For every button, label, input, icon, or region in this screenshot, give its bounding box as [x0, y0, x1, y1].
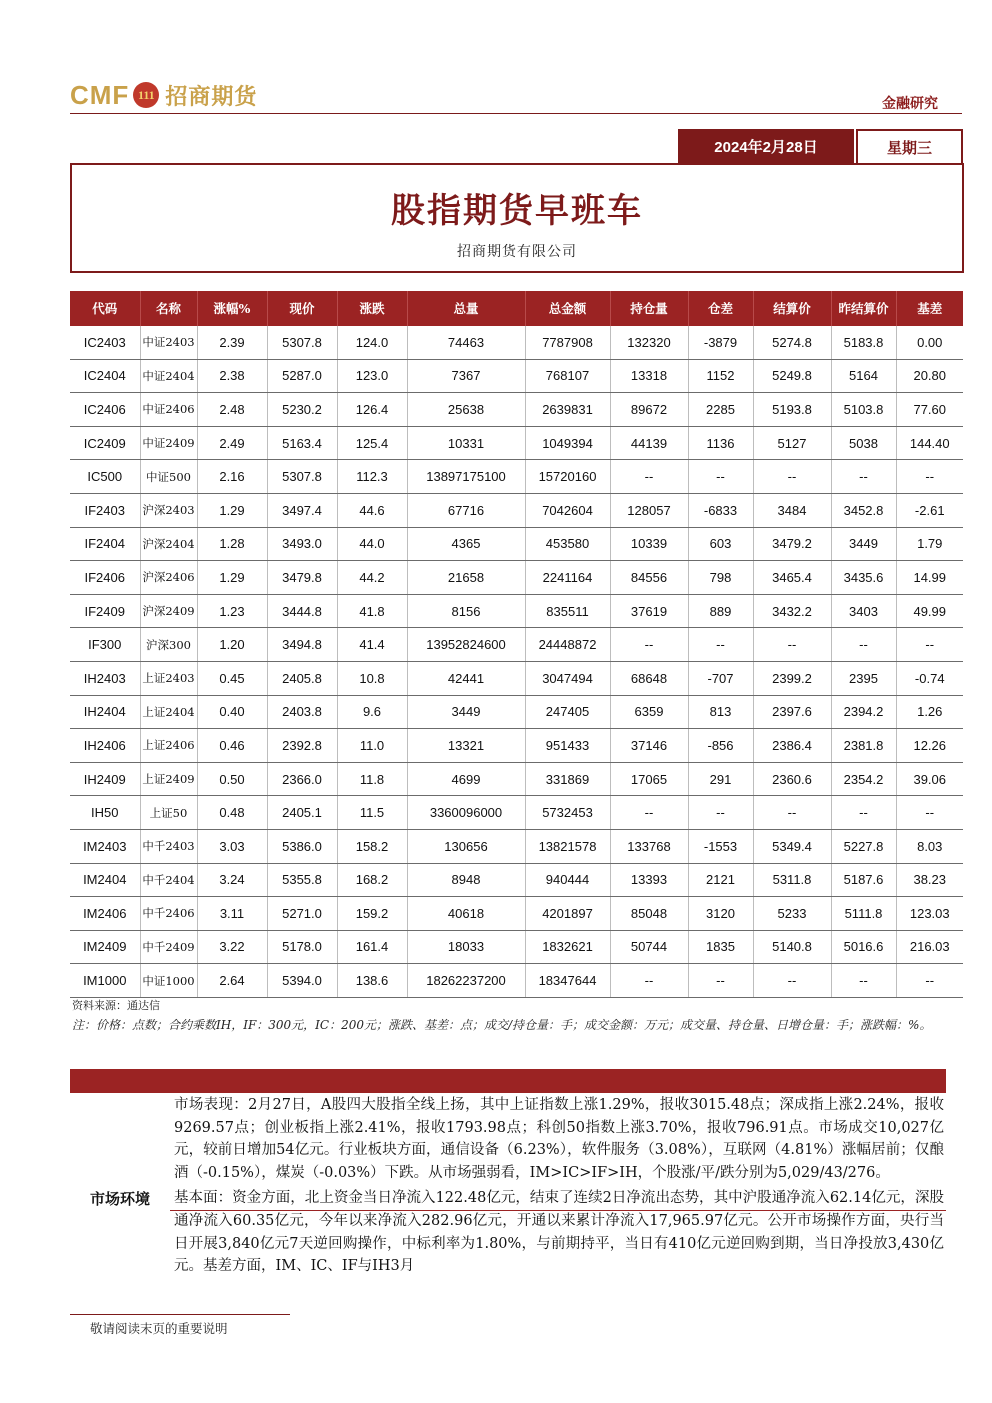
table-cell: 0.45	[197, 661, 267, 695]
table-header-row	[70, 291, 963, 326]
table-cell: IM1000	[70, 964, 140, 998]
table-cell: 3.22	[197, 930, 267, 964]
fundamentals-paragraph: 基本面：资金方面，北上资金当日净流入122.48亿元，结束了连续2日净流出态势，其中沪股通净流入62.14亿元，深股通净流入60.35亿元，今年以来净流入282.96亿元，开通以来累计净流入17,965.97亿元。公开市场操作方面，央行当日开展3,840亿元7天逆回购操作，中标利率为1.80%，与前期持平，当日有410亿元逆回购到期，当日净投放3,430亿元。基差方面，IM、IC、IF与IH3月	[174, 1190, 944, 1275]
table-cell: 2397.6	[753, 695, 831, 729]
table-cell: 1.28	[197, 527, 267, 561]
table-cell: 18347644	[525, 964, 610, 998]
table-row	[70, 661, 963, 695]
data-source: 资料来源：通达信	[72, 999, 160, 1012]
table-cell: 7367	[407, 359, 525, 393]
table-cell: 5307.8	[267, 460, 337, 494]
table-cell: 13821578	[525, 829, 610, 863]
table-cell: 2381.8	[831, 729, 896, 763]
table-cell: 9.6	[337, 695, 407, 729]
table-cell: 41.4	[337, 628, 407, 662]
table-cell: --	[688, 628, 753, 662]
table-cell: 3360096000	[407, 796, 525, 830]
table-cell: 中证1000	[140, 964, 197, 998]
table-cell: 5732453	[525, 796, 610, 830]
table-cell: 5227.8	[831, 829, 896, 863]
table-cell: 3479.2	[753, 527, 831, 561]
table-cell: --	[610, 964, 688, 998]
table-cell: --	[753, 796, 831, 830]
table-cell: 5193.8	[753, 393, 831, 427]
table-cell: 168.2	[337, 863, 407, 897]
table-cell: 5249.8	[753, 359, 831, 393]
table-cell: 15720160	[525, 460, 610, 494]
table-cell: IC500	[70, 460, 140, 494]
table-row	[70, 729, 963, 763]
table-row	[70, 426, 963, 460]
table-cell: 5187.6	[831, 863, 896, 897]
table-cell: 14.99	[896, 561, 963, 595]
table-cell: 8948	[407, 863, 525, 897]
logo-cmf-text: CMF	[70, 79, 130, 110]
table-cell: 835511	[525, 594, 610, 628]
footer-divider	[70, 1314, 290, 1315]
table-row	[70, 829, 963, 863]
table-cell: 11.5	[337, 796, 407, 830]
column-header: 涨幅%	[197, 291, 267, 326]
table-cell: 41.8	[337, 594, 407, 628]
table-cell: 331869	[525, 762, 610, 796]
table-cell: 5163.4	[267, 426, 337, 460]
table-cell: 89672	[610, 393, 688, 427]
company-logo	[70, 78, 257, 112]
table-cell: --	[831, 628, 896, 662]
table-cell: 2386.4	[753, 729, 831, 763]
table-cell: 13321	[407, 729, 525, 763]
table-cell: 291	[688, 762, 753, 796]
table-cell: 中证2406	[140, 393, 197, 427]
table-cell: 5349.4	[753, 829, 831, 863]
table-cell: 3494.8	[267, 628, 337, 662]
table-cell: 上证2406	[140, 729, 197, 763]
table-cell: 5183.8	[831, 326, 896, 359]
column-header: 总金额	[525, 291, 610, 326]
table-cell: IH2403	[70, 661, 140, 695]
table-cell: 5038	[831, 426, 896, 460]
table-cell: 3435.6	[831, 561, 896, 595]
table-cell: 77.60	[896, 393, 963, 427]
table-cell: 25638	[407, 393, 525, 427]
table-cell: 39.06	[896, 762, 963, 796]
table-row	[70, 762, 963, 796]
table-cell: 44.0	[337, 527, 407, 561]
table-cell: 4699	[407, 762, 525, 796]
footer-disclaimer: 敬请阅读末页的重要说明	[90, 1321, 228, 1336]
table-cell: 13393	[610, 863, 688, 897]
table-cell: --	[688, 796, 753, 830]
table-cell: 上证2403	[140, 661, 197, 695]
logo-badge-icon: 111	[133, 82, 159, 108]
table-cell: 44139	[610, 426, 688, 460]
table-cell: 1.23	[197, 594, 267, 628]
table-cell: 5287.0	[267, 359, 337, 393]
table-row	[70, 460, 963, 494]
table-cell: 84556	[610, 561, 688, 595]
table-cell: IF2409	[70, 594, 140, 628]
table-cell: 768107	[525, 359, 610, 393]
table-cell: 2395	[831, 661, 896, 695]
table-cell: 5111.8	[831, 897, 896, 931]
table-cell: 3465.4	[753, 561, 831, 595]
table-cell: 3452.8	[831, 493, 896, 527]
table-row	[70, 393, 963, 427]
table-cell: 3449	[831, 527, 896, 561]
table-cell: 40618	[407, 897, 525, 931]
table-cell: 沪深2403	[140, 493, 197, 527]
table-cell: 沪深2409	[140, 594, 197, 628]
table-cell: IH2406	[70, 729, 140, 763]
table-cell: IH2409	[70, 762, 140, 796]
table-cell: 上证2409	[140, 762, 197, 796]
table-cell: 133768	[610, 829, 688, 863]
table-cell: 132320	[610, 326, 688, 359]
table-body	[70, 326, 963, 997]
table-cell: 中千2404	[140, 863, 197, 897]
table-cell: 4201897	[525, 897, 610, 931]
title-box	[70, 163, 964, 273]
table-cell: IH50	[70, 796, 140, 830]
table-row	[70, 594, 963, 628]
table-cell: 940444	[525, 863, 610, 897]
table-cell: 889	[688, 594, 753, 628]
table-cell: 3047494	[525, 661, 610, 695]
table-cell: 3479.8	[267, 561, 337, 595]
table-cell: 0.46	[197, 729, 267, 763]
table-cell: 44.6	[337, 493, 407, 527]
table-cell: 3493.0	[267, 527, 337, 561]
table-cell: 中证2404	[140, 359, 197, 393]
table-cell: 7787908	[525, 326, 610, 359]
table-cell: 49.99	[896, 594, 963, 628]
table-cell: IH2404	[70, 695, 140, 729]
table-cell: 42441	[407, 661, 525, 695]
department-label: 金融研究	[882, 96, 938, 112]
table-cell: -6833	[688, 493, 753, 527]
table-cell: 1832621	[525, 930, 610, 964]
table-cell: 144.40	[896, 426, 963, 460]
table-cell: 798	[688, 561, 753, 595]
table-cell: 2.38	[197, 359, 267, 393]
column-header: 现价	[267, 291, 337, 326]
table-cell: 2.39	[197, 326, 267, 359]
column-header: 基差	[896, 291, 963, 326]
table-cell: 5386.0	[267, 829, 337, 863]
table-note: 注：价格：点数；合约乘数IH，IF：300元，IC：200元；涨跌、基差：点；成交/持仓量：手；成交金额：万元；成交量、持仓量、日增仓量：手；涨跌幅：%。	[72, 1018, 932, 1032]
futures-quote-table	[70, 291, 963, 998]
table-cell: 中千2406	[140, 897, 197, 931]
table-cell: 5016.6	[831, 930, 896, 964]
table-cell: 3.24	[197, 863, 267, 897]
table-cell: 453580	[525, 527, 610, 561]
table-cell: 12.26	[896, 729, 963, 763]
column-header: 代码	[70, 291, 140, 326]
table-cell: 3444.8	[267, 594, 337, 628]
table-cell: 5271.0	[267, 897, 337, 931]
table-cell: --	[896, 796, 963, 830]
table-cell: 2405.8	[267, 661, 337, 695]
table-cell: --	[831, 460, 896, 494]
table-cell: --	[896, 460, 963, 494]
table-cell: --	[610, 796, 688, 830]
table-cell: -2.61	[896, 493, 963, 527]
table-cell: 2394.2	[831, 695, 896, 729]
table-cell: IM2404	[70, 863, 140, 897]
table-cell: 951433	[525, 729, 610, 763]
table-cell: 0.50	[197, 762, 267, 796]
table-cell: 1049394	[525, 426, 610, 460]
table-cell: 2.48	[197, 393, 267, 427]
column-header: 持仓量	[610, 291, 688, 326]
column-header: 名称	[140, 291, 197, 326]
table-cell: --	[688, 964, 753, 998]
table-cell: 1152	[688, 359, 753, 393]
column-header: 总量	[407, 291, 525, 326]
table-row	[70, 930, 963, 964]
table-cell: 37619	[610, 594, 688, 628]
table-cell: 123.0	[337, 359, 407, 393]
table-cell: 2354.2	[831, 762, 896, 796]
table-cell: 1.29	[197, 561, 267, 595]
table-cell: 1.26	[896, 695, 963, 729]
table-cell: IC2403	[70, 326, 140, 359]
table-cell: 5164	[831, 359, 896, 393]
table-cell: 3403	[831, 594, 896, 628]
table-cell: IF300	[70, 628, 140, 662]
table-cell: 沪深2404	[140, 527, 197, 561]
table-cell: -707	[688, 661, 753, 695]
logo-chinese-text: 招商期货	[165, 83, 258, 110]
table-cell: 5178.0	[267, 930, 337, 964]
table-cell: 24448872	[525, 628, 610, 662]
table-cell: 44.2	[337, 561, 407, 595]
table-cell: 5140.8	[753, 930, 831, 964]
table-cell: 18033	[407, 930, 525, 964]
table-cell: 0.48	[197, 796, 267, 830]
table-row	[70, 964, 963, 998]
section-label-market: 市场环境	[89, 1189, 150, 1208]
table-cell: 128057	[610, 493, 688, 527]
table-cell: 2.49	[197, 426, 267, 460]
table-cell: IF2406	[70, 561, 140, 595]
table-cell: 37146	[610, 729, 688, 763]
table-cell: 20.80	[896, 359, 963, 393]
table-cell: 74463	[407, 326, 525, 359]
report-weekday: 星期三	[856, 129, 963, 163]
table-cell: --	[896, 964, 963, 998]
table-cell: IC2404	[70, 359, 140, 393]
table-cell: 112.3	[337, 460, 407, 494]
table-cell: 38.23	[896, 863, 963, 897]
table-cell: 3.11	[197, 897, 267, 931]
table-cell: 3497.4	[267, 493, 337, 527]
table-cell: 50744	[610, 930, 688, 964]
table-cell: --	[688, 460, 753, 494]
table-cell: --	[753, 460, 831, 494]
table-row	[70, 326, 963, 359]
table-cell: 158.2	[337, 829, 407, 863]
table-cell: 3449	[407, 695, 525, 729]
table-row	[70, 359, 963, 393]
table-cell: 沪深2406	[140, 561, 197, 595]
table-cell: 138.6	[337, 964, 407, 998]
table-cell: 上证2404	[140, 695, 197, 729]
table-cell: 10.8	[337, 661, 407, 695]
column-header: 仓差	[688, 291, 753, 326]
table-cell: IM2403	[70, 829, 140, 863]
table-cell: 沪深300	[140, 628, 197, 662]
column-header: 昨结算价	[831, 291, 896, 326]
table-cell: 67716	[407, 493, 525, 527]
table-cell: 247405	[525, 695, 610, 729]
table-cell: 3120	[688, 897, 753, 931]
table-cell: 7042604	[525, 493, 610, 527]
table-cell: 2.16	[197, 460, 267, 494]
table-cell: 17065	[610, 762, 688, 796]
table-cell: 216.03	[896, 930, 963, 964]
table-cell: IC2406	[70, 393, 140, 427]
table-cell: 5307.8	[267, 326, 337, 359]
table-cell: 中证500	[140, 460, 197, 494]
table-cell: 1136	[688, 426, 753, 460]
header-divider	[70, 113, 962, 114]
table-cell: IF2403	[70, 493, 140, 527]
table-row	[70, 628, 963, 662]
table-cell: 4365	[407, 527, 525, 561]
table-cell: 10331	[407, 426, 525, 460]
table-cell: 5127	[753, 426, 831, 460]
table-cell: 159.2	[337, 897, 407, 931]
table-cell: -3879	[688, 326, 753, 359]
table-cell: 中证2409	[140, 426, 197, 460]
table-cell: 1.20	[197, 628, 267, 662]
table-cell: 上证50	[140, 796, 197, 830]
table-cell: 8.03	[896, 829, 963, 863]
market-commentary	[174, 1094, 944, 1302]
table-cell: 21658	[407, 561, 525, 595]
table-cell: 1.79	[896, 527, 963, 561]
table-cell: 2.64	[197, 964, 267, 998]
table-cell: --	[753, 628, 831, 662]
table-cell: 123.03	[896, 897, 963, 931]
table-cell: --	[610, 628, 688, 662]
table-cell: IM2406	[70, 897, 140, 931]
table-cell: 2399.2	[753, 661, 831, 695]
table-row	[70, 897, 963, 931]
table-cell: 2285	[688, 393, 753, 427]
table-row	[70, 493, 963, 527]
table-cell: --	[831, 964, 896, 998]
table-cell: 2241164	[525, 561, 610, 595]
table-cell: 13897175100	[407, 460, 525, 494]
table-cell: 124.0	[337, 326, 407, 359]
table-cell: 中千2409	[140, 930, 197, 964]
page-title: 股指期货早班车	[391, 191, 643, 231]
paragraph-divider	[170, 1210, 946, 1211]
section-header-bar	[70, 1069, 946, 1093]
table-cell: --	[831, 796, 896, 830]
table-cell: 8156	[407, 594, 525, 628]
table-cell: --	[896, 628, 963, 662]
table-cell: 603	[688, 527, 753, 561]
table-cell: 13952824600	[407, 628, 525, 662]
table-cell: 5394.0	[267, 964, 337, 998]
table-cell: 10339	[610, 527, 688, 561]
table-row	[70, 695, 963, 729]
table-cell: 3484	[753, 493, 831, 527]
report-date: 2024年2月28日	[678, 129, 854, 163]
table-cell: 3.03	[197, 829, 267, 863]
table-cell: --	[753, 964, 831, 998]
table-cell: 5233	[753, 897, 831, 931]
table-row	[70, 796, 963, 830]
table-cell: 130656	[407, 829, 525, 863]
table-cell: 5103.8	[831, 393, 896, 427]
table-cell: 161.4	[337, 930, 407, 964]
table-cell: 5274.8	[753, 326, 831, 359]
table-cell: IM2409	[70, 930, 140, 964]
table-cell: 中证2403	[140, 326, 197, 359]
table-cell: 126.4	[337, 393, 407, 427]
market-performance-paragraph: 市场表现：2月27日，A股四大股指全线上扬，其中上证指数上涨1.29%，报收3015.48点；深成指上涨2.24%，报收9269.57点；创业板指上涨2.41%，报收1793.98点；科创50指数上涨3.70%，报收796.91点。市场成交10,027亿元，较前日增加54亿元。行业板块方面，通信设备（6.23%），软件服务（3.08%），互联网（4.81%）涨幅居前；仅酿酒（-0.15%），煤炭（-0.03%）下跌。从市场强弱看，IM>IC>IF>IH，个股涨/平/跌分别为5,029/43/276。	[174, 1097, 944, 1181]
table-cell: -0.74	[896, 661, 963, 695]
table-cell: --	[610, 460, 688, 494]
table-row	[70, 561, 963, 595]
company-name: 招商期货有限公司	[457, 244, 577, 260]
table-cell: 5311.8	[753, 863, 831, 897]
table-cell: 813	[688, 695, 753, 729]
table-cell: 85048	[610, 897, 688, 931]
column-header: 涨跌	[337, 291, 407, 326]
table-cell: 5355.8	[267, 863, 337, 897]
table-cell: 2392.8	[267, 729, 337, 763]
table-cell: 68648	[610, 661, 688, 695]
table-cell: 1835	[688, 930, 753, 964]
table-cell: 2639831	[525, 393, 610, 427]
table-cell: 1.29	[197, 493, 267, 527]
table-cell: 2403.8	[267, 695, 337, 729]
table-cell: IC2409	[70, 426, 140, 460]
table-cell: 11.8	[337, 762, 407, 796]
table-cell: 125.4	[337, 426, 407, 460]
table-cell: 6359	[610, 695, 688, 729]
table-cell: 2360.6	[753, 762, 831, 796]
table-cell: 2405.1	[267, 796, 337, 830]
table-cell: 13318	[610, 359, 688, 393]
table-cell: 2366.0	[267, 762, 337, 796]
table-cell: -856	[688, 729, 753, 763]
table-cell: 0.00	[896, 326, 963, 359]
table-row	[70, 527, 963, 561]
table-row	[70, 863, 963, 897]
table-cell: 18262237200	[407, 964, 525, 998]
table-cell: 2121	[688, 863, 753, 897]
table-cell: 5230.2	[267, 393, 337, 427]
table-cell: IF2404	[70, 527, 140, 561]
table-cell: 0.40	[197, 695, 267, 729]
table-cell: 3432.2	[753, 594, 831, 628]
table-cell: -1553	[688, 829, 753, 863]
column-header: 结算价	[753, 291, 831, 326]
table-cell: 11.0	[337, 729, 407, 763]
table-cell: 中千2403	[140, 829, 197, 863]
